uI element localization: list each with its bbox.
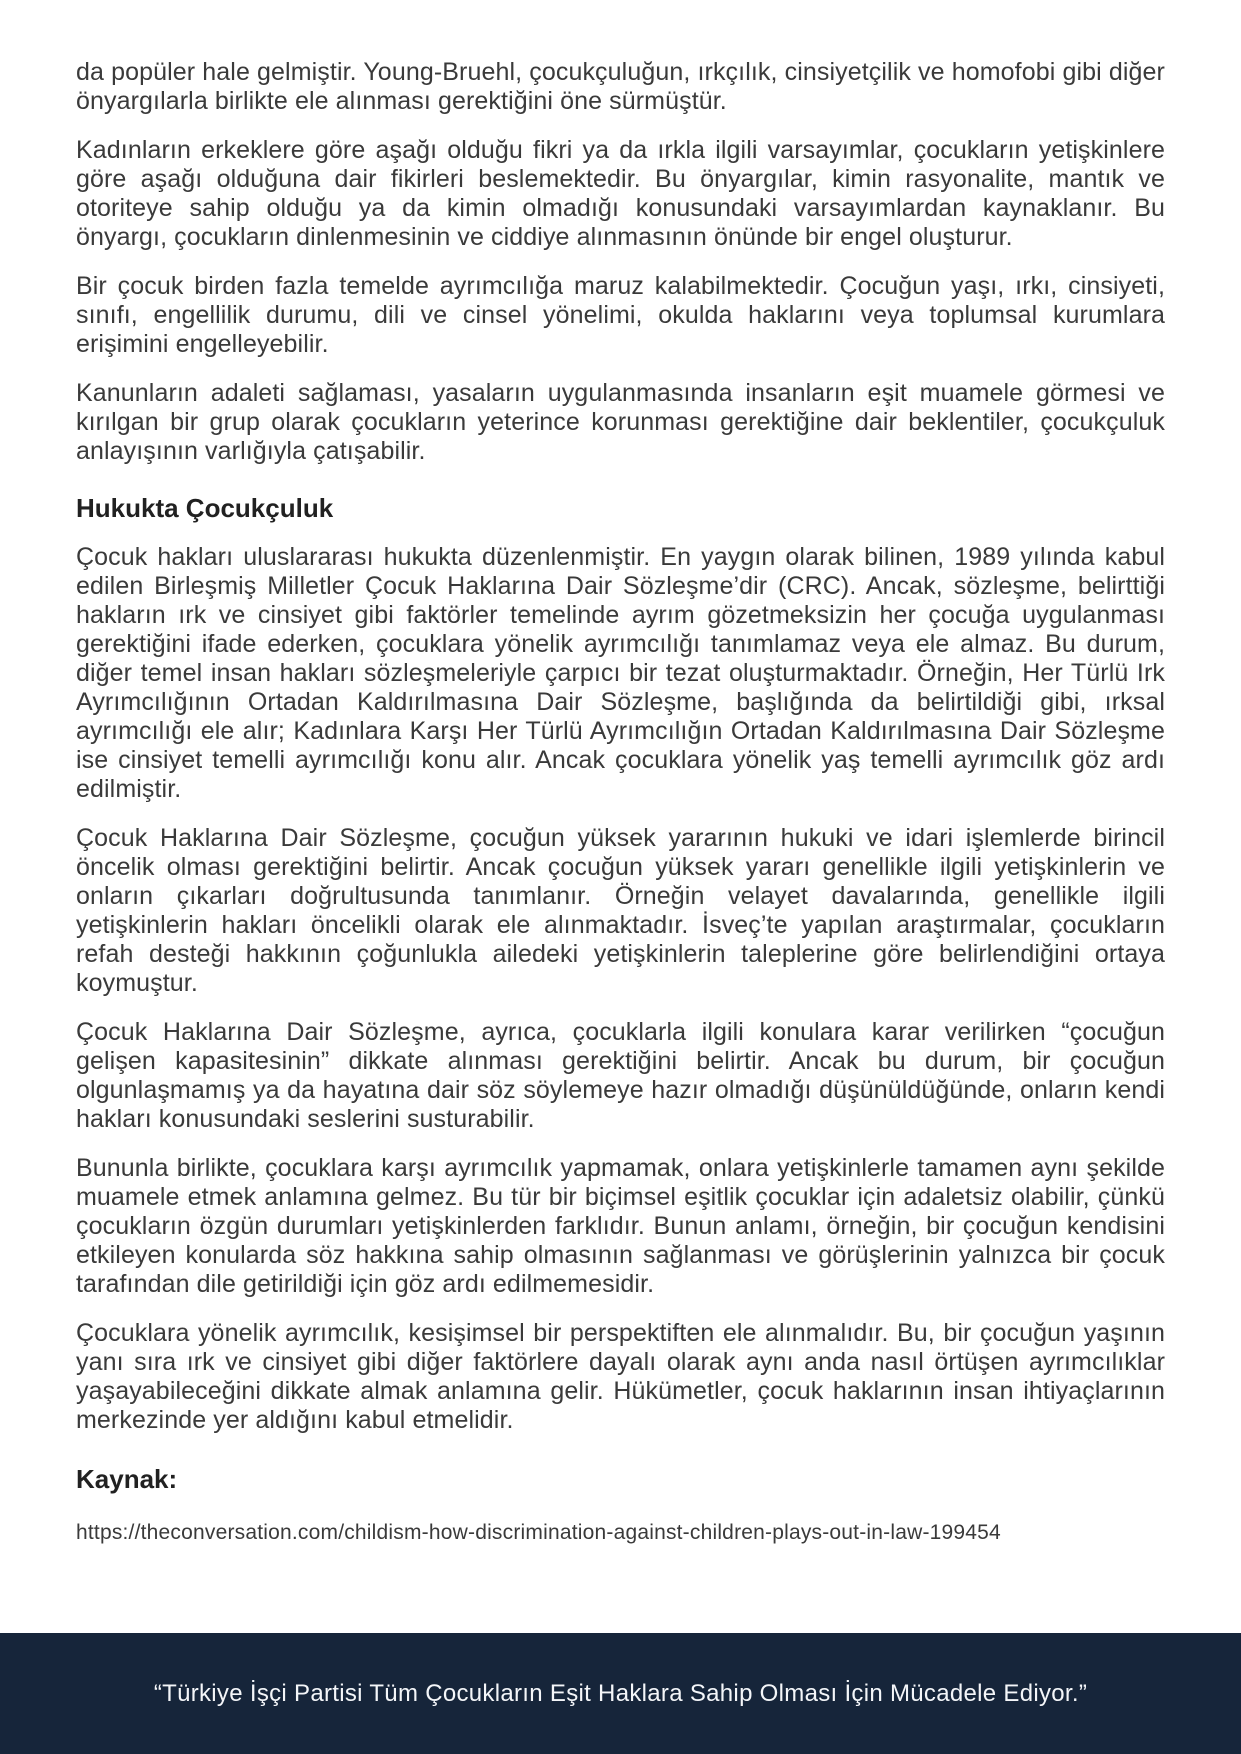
section-heading-law: Hukukta Çocukçuluk	[76, 493, 334, 523]
paragraph-law-5: Çocuklara yönelik ayrımcılık, kesişimsel bir perspektiften ele alınmalıdır. Bu, bir çocuğun yaşının yanı sıra ırk ve cinsiyet gibi diğer faktörlere dayalı olarak aynı anda nasıl örtüşen ayrımcılıklar yaşayabileceğini dikkate almak anlamına gelir. Hükümetler, çocuk haklarının insan ihtiyaçlarının merkezinde yer aldığını kabul etmelidir.	[76, 1319, 1165, 1434]
paragraph-law-2: Çocuk Haklarına Dair Sözleşme, çocuğun yüksek yararının hukuki ve idari işlemlerde birincil öncelik olması gerektiğini belirtir. Ancak çocuğun yüksek yararı genellikle ilgili yetişkinlerin ve onların çıkarları doğrultusunda tanımlanır. Örneğin velayet davalarında, genellikle ilgili yetişkinlerin hakları öncelikli olarak ele alınmaktadır. İsveç’te yapılan araştırmalar, çocukların refah desteği hakkının çoğunlukla ailedeki yetişkinlerin taleplerine göre belirlendiğini ortaya koymuştur.	[76, 824, 1165, 997]
paragraph-law-1: Çocuk hakları uluslararası hukukta düzenlenmiştir. En yaygın olarak bilinen, 1989 yılında kabul edilen Birleşmiş Milletler Çocuk Haklarına Dair Sözleşme’dir (CRC). Ancak, sözleşme, belirttiği hakların ırk ve cinsiyet gibi faktörler temelinde ayrım gözetmeksizin her çocuğa uygulanması gerektiğini ifade ederken, çocuklara yönelik ayrımcılığı tanımlamaz veya ele almaz. Bu durum, diğer temel insan hakları sözleşmeleriyle çarpıcı bir tezat oluşturmaktadır. Örneğin, Her Türlü Irk Ayrımcılığının Ortadan Kaldırılmasına Dair Sözleşme, başlığında da belirtildiği gibi, ırksal ayrımcılığı ele alır; Kadınlara Karşı Her Türlü Ayrımcılığın Ortadan Kaldırılmasına Dair Sözleşme ise cinsiyet temelli ayrımcılığı konu alır. Ancak çocuklara yönelik yaş temelli ayrımcılık göz ardı edilmiştir.	[76, 543, 1165, 803]
paragraph-law-3: Çocuk Haklarına Dair Sözleşme, ayrıca, çocuklarla ilgili konulara karar verilirken “çocuğun gelişen kapasitesinin” dikkate alınması gerektiğini belirtir. Ancak bu durum, bir çocuğun olgunlaşmamış ya da hayatına dair söz söylemeye hazır olmadığı düşünüldüğünde, onların kendi hakları konusundaki seslerini susturabilir.	[76, 1018, 1165, 1133]
paragraph-law-4: Bununla birlikte, çocuklara karşı ayrımcılık yapmamak, onlara yetişkinlerle tamamen aynı şekilde muamele etmek anlamına gelmez. Bu tür bir biçimsel eşitlik çocuklar için adaletsiz olabilir, çünkü çocukların özgün durumları yetişkinlerden farklıdır. Bunun anlamı, örneğin, bir çocuğun kendisini etkileyen konularda söz hakkına sahip olmasının sağlanması ve görüşlerinin yalnızca bir çocuk tarafından dile getirildiği için göz ardı edilmemesidir.	[76, 1154, 1165, 1298]
paragraph-intro-4: Kanunların adaleti sağlaması, yasaların uygulanmasında insanların eşit muamele görmesi ve kırılgan bir grup olarak çocukların yeterince korunması gerektiğine dair beklentiler, çocukçuluk anlayışının varlığıyla çatışabilir.	[76, 379, 1165, 465]
footer-banner	[0, 1633, 1241, 1754]
source-heading: Kaynak:	[76, 1464, 178, 1494]
paragraph-intro-3: Bir çocuk birden fazla temelde ayrımcılığa maruz kalabilmektedir. Çocuğun yaşı, ırkı, cinsiyeti, sınıfı, engellilik durumu, dili ve cinsel yönelimi, okulda haklarını veya toplumsal kurumlara erişimini engelleyebilir.	[76, 272, 1165, 358]
paragraph-intro-1: da popüler hale gelmiştir. Young-Bruehl, çocukçuluğun, ırkçılık, cinsiyetçilik ve homofobi gibi diğer önyargılarla birlikte ele alınması gerektiğini öne sürmüştür.	[76, 58, 1165, 115]
source-url: https://theconversation.com/childism-how-discrimination-against-children-plays-out-in-law-199454	[76, 1521, 1001, 1544]
footer-quote-text: “Türkiye İşçi Partisi Tüm Çocukların Eşit Haklara Sahip Olması İçin Mücadele Ediyor.”	[153, 1679, 1088, 1707]
paragraph-intro-2: Kadınların erkeklere göre aşağı olduğu fikri ya da ırkla ilgili varsayımlar, çocukların yetişkinlere göre aşağı olduğuna dair fikirleri beslemektedir. Bu önyargılar, kimin rasyonalite, mantık ve otoriteye sahip olduğu ya da kimin olmadığı konusundaki varsayımlardan kaynaklanır. Bu önyargı, çocukların dinlenmesinin ve ciddiye alınmasının önünde bir engel oluşturur.	[76, 136, 1165, 251]
